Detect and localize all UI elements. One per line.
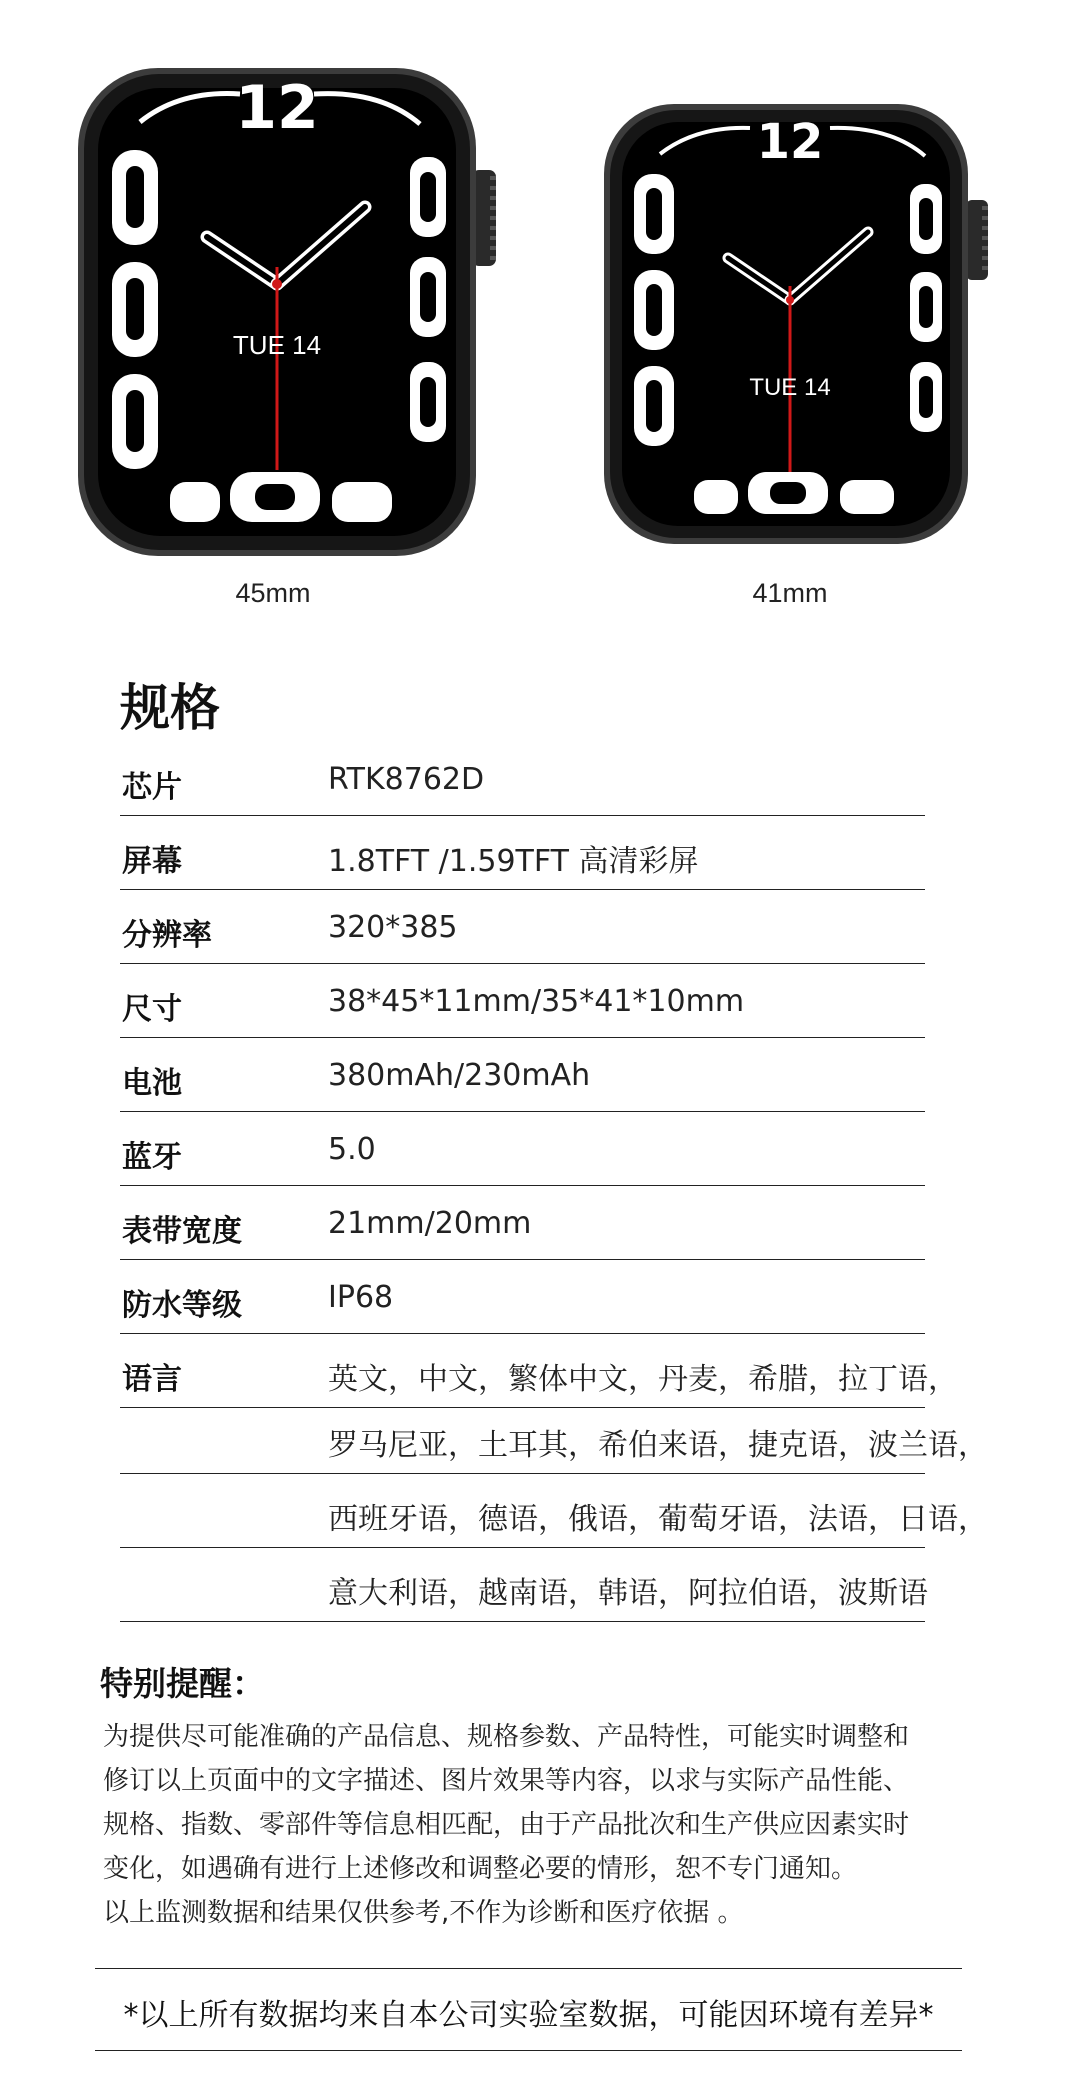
- reminder-line: 修订以上页面中的文字描述、图片效果等内容，以求与实际产品性能、: [103, 1766, 910, 1796]
- spec-table: [120, 742, 958, 1408]
- spec-row-chip: [120, 742, 925, 816]
- watch-image-41mm: [600, 100, 1000, 560]
- spec-key: 防水等级: [122, 1288, 242, 1323]
- reminder-line: 为提供尽可能准确的产品信息、规格参数、产品特性，可能实时调整和: [103, 1722, 910, 1752]
- spec-row-language: [120, 1334, 958, 1408]
- reminder-title: 特别提醒：: [100, 1664, 265, 1703]
- footer-note: *以上所有数据均来自本公司实验室数据，可能因环境有差异*: [123, 1998, 934, 2033]
- spec-value: 意大利语，越南语，韩语，阿拉伯语，波斯语: [328, 1576, 928, 1611]
- spec-value: 320*385: [328, 910, 458, 945]
- spec-value: 380mAh/230mAh: [328, 1058, 591, 1093]
- spec-value: 英文，中文，繁体中文，丹麦，希腊，拉丁语，: [328, 1362, 958, 1397]
- reminder-line: 变化，如遇确有进行上述修改和调整必要的情形，恕不专门通知。: [103, 1854, 858, 1884]
- watch-image-45mm: [70, 62, 510, 572]
- spec-value: 罗马尼亚，土耳其，希伯来语，捷克语，波兰语，: [328, 1428, 988, 1463]
- spec-value: RTK8762D: [328, 762, 485, 797]
- spec-title: 规格: [120, 679, 220, 737]
- svg-text:12: 12: [235, 73, 319, 143]
- spec-value: 5.0: [328, 1132, 376, 1167]
- spec-key: 分辨率: [122, 918, 212, 953]
- spec-row-strap-width: [120, 1186, 925, 1260]
- language-continued-row: [120, 1400, 988, 1474]
- spec-value: 1.8TFT /1.59TFT 高清彩屏: [328, 844, 699, 879]
- footer-divider-top: [95, 1968, 962, 1969]
- language-continued-row: [120, 1474, 988, 1548]
- spec-key: 表带宽度: [122, 1214, 242, 1249]
- spec-row-resolution: [120, 890, 925, 964]
- spec-row-screen: [120, 816, 925, 890]
- reminder-text: [103, 1715, 983, 1935]
- size-label-45mm: 45mm: [235, 578, 311, 608]
- spec-value: 38*45*11mm/35*41*10mm: [328, 984, 745, 1019]
- spec-value: 西班牙语，德语，俄语，葡萄牙语，法语，日语，: [328, 1502, 988, 1537]
- spec-key: 语言: [122, 1362, 182, 1397]
- spec-row-bluetooth: [120, 1112, 925, 1186]
- date-complication: TUE 14: [749, 374, 831, 401]
- reminder-line: 规格、指数、零部件等信息相匹配，由于产品批次和生产供应因素实时: [103, 1810, 910, 1840]
- spec-value: IP68: [328, 1280, 394, 1315]
- spec-row-battery: [120, 1038, 925, 1112]
- spec-key: 芯片: [122, 770, 182, 805]
- spec-value: 21mm/20mm: [328, 1206, 532, 1241]
- footer-divider-bottom: [95, 2050, 962, 2051]
- spec-key: 蓝牙: [122, 1140, 182, 1175]
- spec-key: 尺寸: [122, 992, 182, 1027]
- svg-text:12: 12: [756, 114, 824, 170]
- reminder-line: 以上监测数据和结果仅供参考,不作为诊断和医疗依据 。: [103, 1898, 744, 1928]
- spec-key: 屏幕: [122, 844, 182, 879]
- spec-key: 电池: [122, 1066, 182, 1101]
- spec-row-size: [120, 964, 925, 1038]
- language-continued-row: [120, 1548, 928, 1622]
- date-complication: TUE 14: [232, 330, 322, 360]
- size-label-41mm: 41mm: [752, 578, 828, 608]
- spec-row-waterproof: [120, 1260, 925, 1334]
